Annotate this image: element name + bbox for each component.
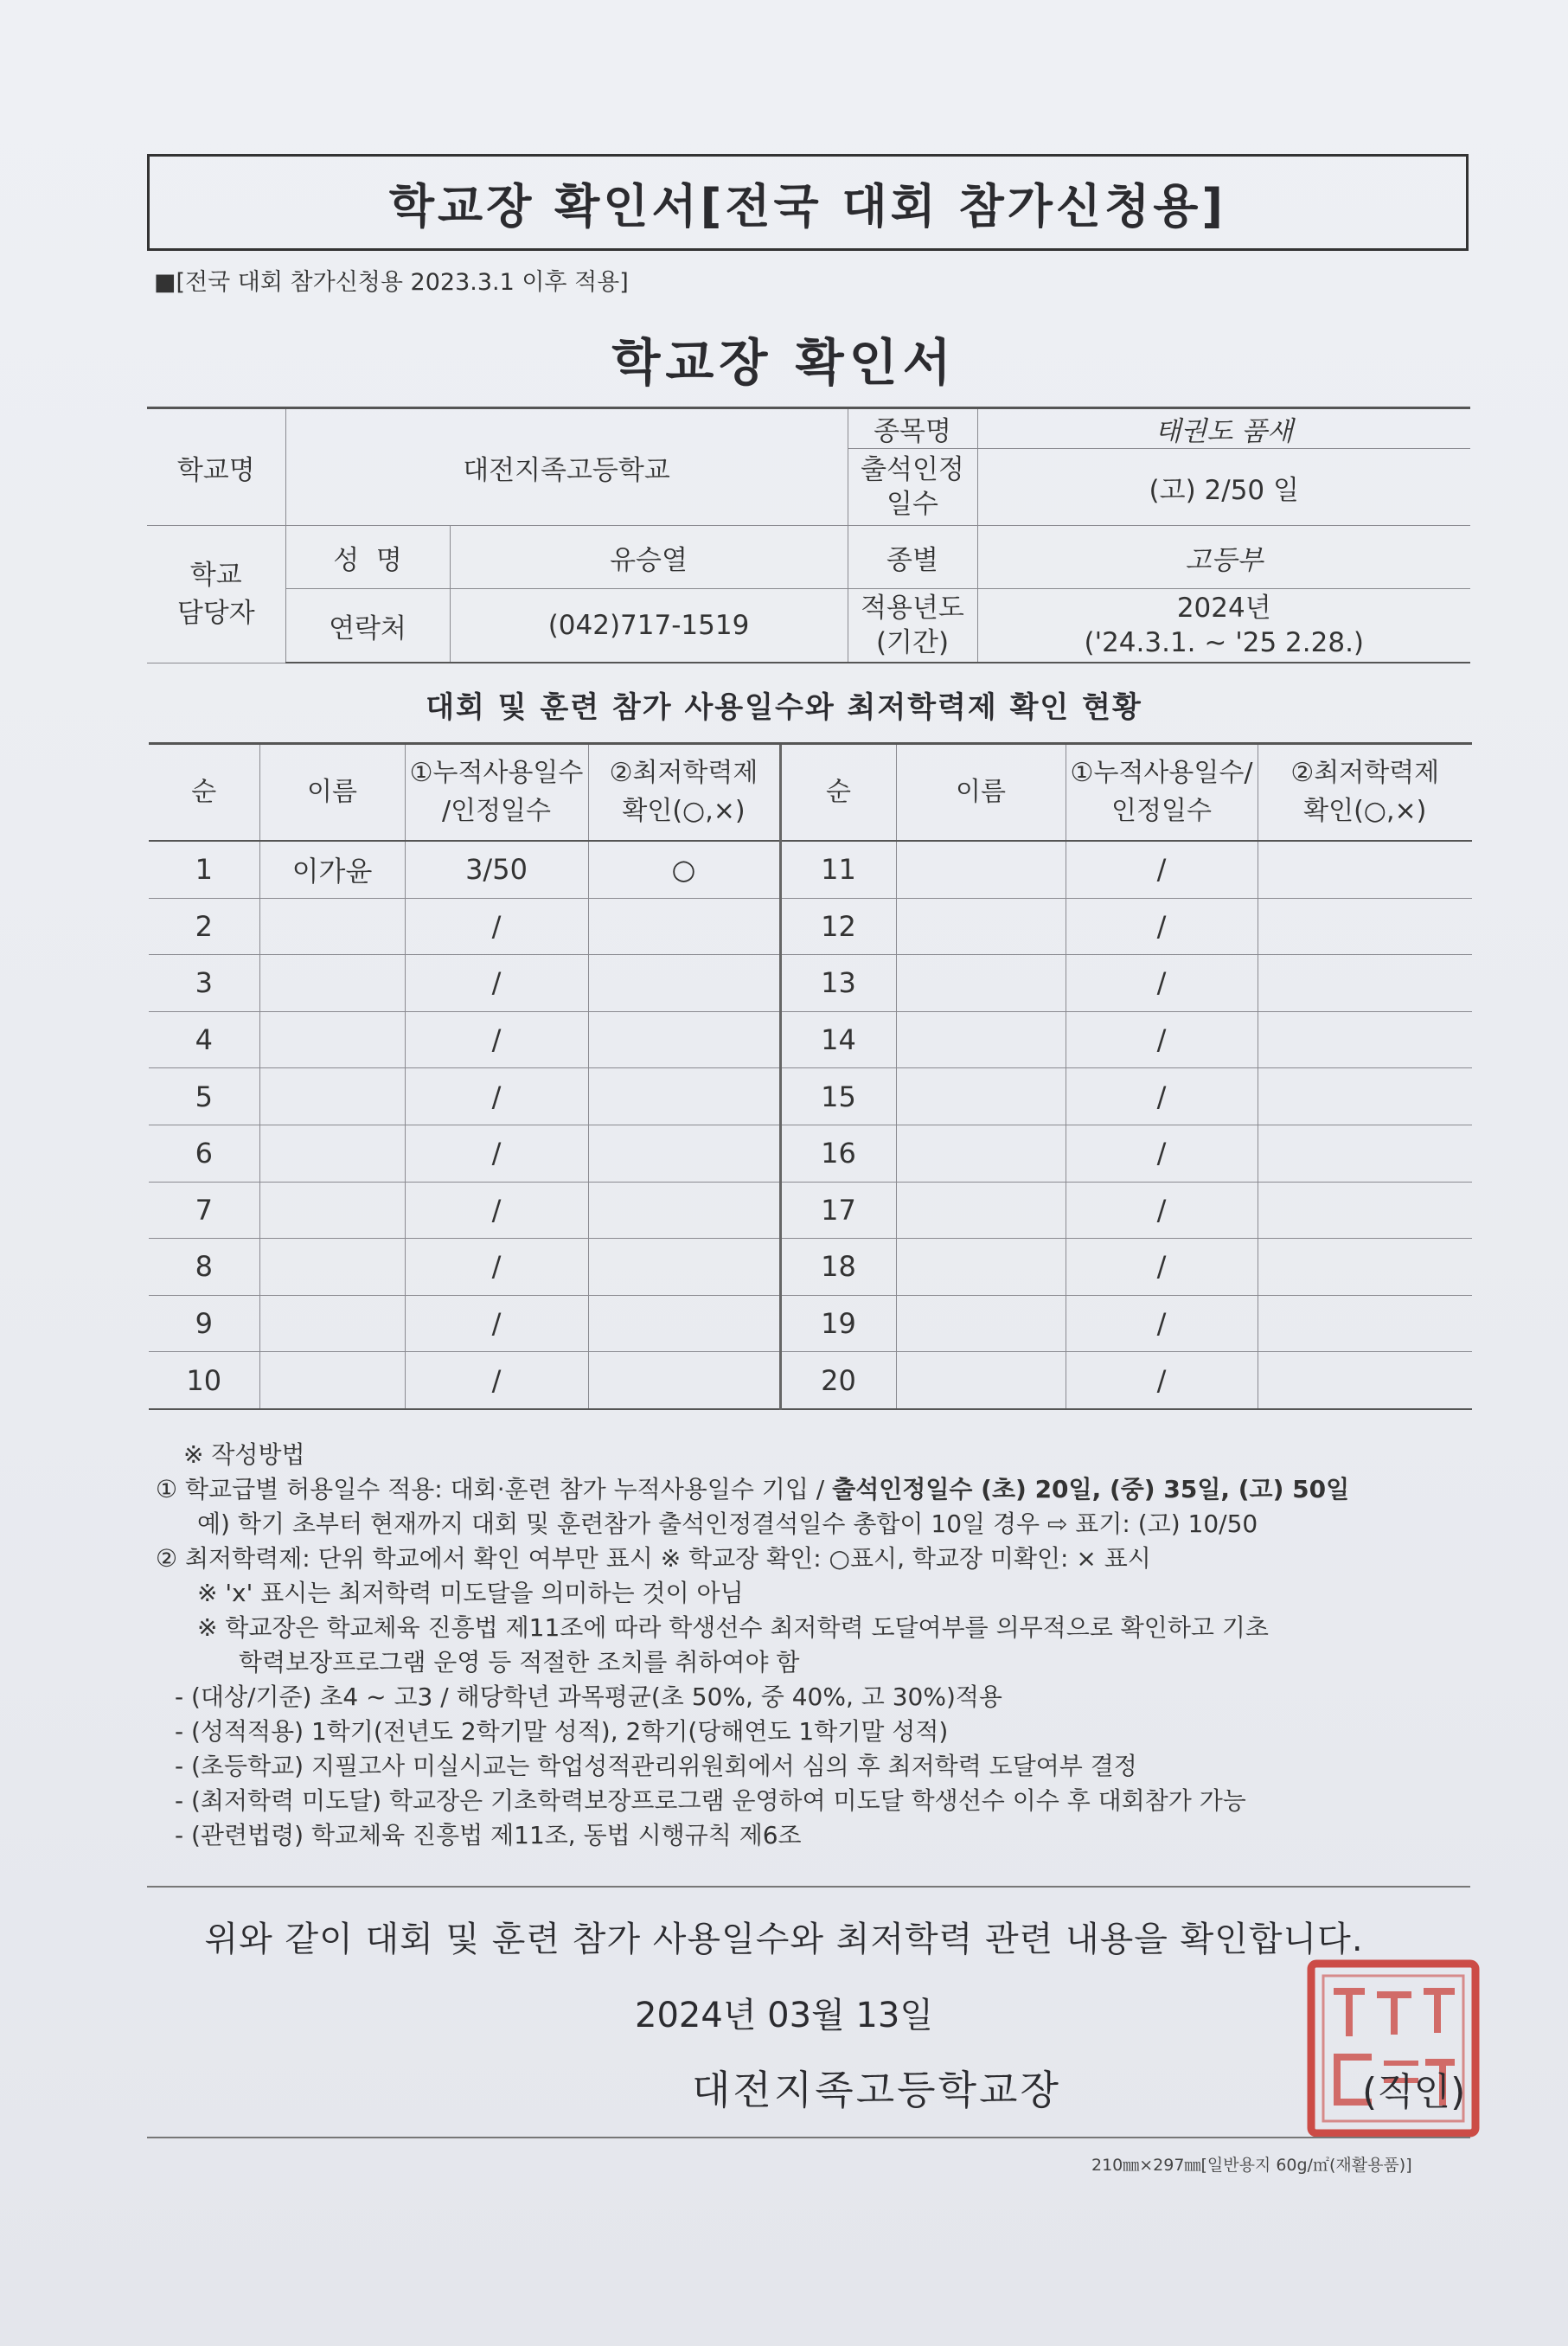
table-cell-l-ok — [588, 1182, 780, 1239]
table-row — [149, 1239, 1472, 1296]
table-cell-l-name — [259, 1239, 405, 1296]
table-cell-l-no: 7 — [149, 1182, 259, 1239]
confirmation-date: 2024년 03월 13일 — [635, 1996, 933, 2035]
table-cell-l-no: 9 — [149, 1295, 259, 1352]
instructions — [156, 1438, 1488, 1853]
table-cell-r-ok — [1258, 841, 1472, 898]
table-cell-r-days: / — [1066, 1011, 1258, 1068]
table-cell-r-ok — [1258, 898, 1472, 955]
table-cell-l-no: 10 — [149, 1352, 259, 1409]
year-label: 적용년도 (기간) — [848, 589, 977, 663]
table-row — [149, 1352, 1472, 1409]
main-title: 학교장 확인서 — [611, 333, 957, 392]
table-cell-r-no: 12 — [780, 898, 896, 955]
table-cell-r-ok — [1258, 1125, 1472, 1182]
paper-spec-footer: 210㎜×297㎜[일반용지 60g/㎡(재활용품)] — [1091, 2156, 1412, 2175]
table-cell-l-ok — [588, 1295, 780, 1352]
table-cell-r-ok — [1258, 1239, 1472, 1296]
section-title: 대회 및 훈련 참가 사용일수와 최저학력제 확인 현황 — [426, 690, 1142, 725]
name-value: 유승열 — [450, 526, 848, 589]
table-cell-r-days: / — [1066, 1182, 1258, 1239]
table-cell-r-ok — [1258, 1182, 1472, 1239]
table-cell-r-name — [896, 1068, 1066, 1125]
table-cell-l-no: 3 — [149, 955, 259, 1012]
header-academic: ②최저학력제 확인(○,×) — [588, 744, 780, 842]
table-cell-r-days: / — [1066, 1068, 1258, 1125]
table-cell-l-name — [259, 1182, 405, 1239]
table-cell-r-ok — [1258, 1295, 1472, 1352]
info-table — [147, 407, 1470, 663]
principal-signature: 대전지족고등학교장 — [692, 2067, 1061, 2113]
table-cell-r-name — [896, 1011, 1066, 1068]
detail-3: - (초등학교) 지필고사 미실시교는 학업성적관리위원회에서 심의 후 최저학력 도달여부 결정 — [175, 1752, 1137, 1780]
attendance-label: 출석인정 일수 — [848, 449, 977, 526]
table-cell-r-days: / — [1066, 955, 1258, 1012]
table-cell-r-no: 14 — [780, 1011, 896, 1068]
table-cell-r-days: / — [1066, 1295, 1258, 1352]
table-cell-l-days: / — [405, 1068, 588, 1125]
seal-label: (직인) — [1362, 2070, 1466, 2114]
table-cell-r-name — [896, 1352, 1066, 1409]
attendance-value: (고) 2/50 일 — [977, 449, 1470, 526]
table-cell-l-name — [259, 955, 405, 1012]
table-cell-l-days: / — [405, 1011, 588, 1068]
table-row — [149, 955, 1472, 1012]
table-cell-r-name — [896, 955, 1066, 1012]
table-cell-l-ok — [588, 898, 780, 955]
list-header-row — [149, 744, 1472, 842]
table-cell-l-name — [259, 1352, 405, 1409]
table-cell-l-ok — [588, 955, 780, 1012]
note-3: ※ 'x' 표시는 최저학력 미도달을 의미하는 것이 아님 — [197, 1579, 744, 1607]
table-cell-r-days: / — [1066, 1352, 1258, 1409]
table-row — [149, 1068, 1472, 1125]
table-cell-r-no: 16 — [780, 1125, 896, 1182]
table-cell-r-ok — [1258, 1011, 1472, 1068]
contact-label: 연락처 — [285, 589, 450, 663]
table-cell-r-no: 13 — [780, 955, 896, 1012]
table-cell-l-ok — [588, 1068, 780, 1125]
table-cell-r-name — [896, 898, 1066, 955]
header-no: 순 — [149, 744, 259, 842]
table-cell-l-name — [259, 898, 405, 955]
school-label: 학교명 — [147, 408, 285, 526]
table-cell-r-days: / — [1066, 1125, 1258, 1182]
contact-value: (042)717-1519 — [450, 589, 848, 663]
table-cell-r-no: 18 — [780, 1239, 896, 1296]
table-cell-r-no: 19 — [780, 1295, 896, 1352]
note-1: ① 학교급별 허용일수 적용: 대회·훈련 참가 누적사용일수 기입 / 출석인정일수 (초) 20일, (중) 35일, (고) 50일 — [156, 1475, 1350, 1503]
table-cell-l-name — [259, 1011, 405, 1068]
table-cell-r-days: / — [1066, 1239, 1258, 1296]
table-cell-r-name — [896, 841, 1066, 898]
table-cell-l-days: / — [405, 1352, 588, 1409]
table-cell-r-name — [896, 1182, 1066, 1239]
table-cell-r-days: / — [1066, 898, 1258, 955]
table-cell-r-no: 17 — [780, 1182, 896, 1239]
table-row — [149, 841, 1472, 898]
instructions-heading: ※ 작성방법 — [183, 1440, 305, 1469]
division-value: 고등부 — [977, 526, 1470, 589]
table-cell-l-ok: ○ — [588, 841, 780, 898]
table-cell-l-no: 6 — [149, 1125, 259, 1182]
table-row — [149, 1295, 1472, 1352]
table-cell-l-name: 이가윤 — [259, 841, 405, 898]
table-cell-l-no: 5 — [149, 1068, 259, 1125]
table-row — [149, 1182, 1472, 1239]
event-value: 태권도 품새 — [977, 408, 1470, 449]
detail-4: - (최저학력 미도달) 학교장은 기초학력보장프로그램 운영하여 미도달 학생선수 이수 후 대회참가 가능 — [175, 1786, 1246, 1815]
table-cell-l-name — [259, 1125, 405, 1182]
table-cell-r-no: 20 — [780, 1352, 896, 1409]
table-cell-l-days: / — [405, 898, 588, 955]
table-cell-l-ok — [588, 1352, 780, 1409]
table-cell-l-no: 2 — [149, 898, 259, 955]
applicability-note: ■[전국 대회 참가신청용 2023.3.1 이후 적용] — [154, 269, 629, 296]
table-cell-r-ok — [1258, 1068, 1472, 1125]
note-4: ※ 학교장은 학교체육 진흥법 제11조에 따라 학생선수 최저학력 도달여부를 의무적으로 확인하고 기초 — [197, 1613, 1269, 1642]
detail-5: - (관련법령) 학교체육 진흥법 제11조, 동법 시행규칙 제6조 — [175, 1821, 802, 1849]
table-cell-l-no: 1 — [149, 841, 259, 898]
table-cell-l-ok — [588, 1239, 780, 1296]
header-no-right: 순 — [780, 744, 896, 842]
school-value: 대전지족고등학교 — [285, 408, 848, 526]
division-label: 종별 — [848, 526, 977, 589]
table-cell-r-no: 15 — [780, 1068, 896, 1125]
divider-top — [147, 1886, 1470, 1888]
header-days-right: ①누적사용일수/ 인정일수 — [1066, 744, 1258, 842]
table-cell-l-days: / — [405, 955, 588, 1012]
table-cell-l-days: / — [405, 1182, 588, 1239]
note-4-cont: 학력보장프로그램 운영 등 적절한 조치를 취하여야 함 — [239, 1648, 800, 1676]
note-2: ② 최저학력제: 단위 학교에서 확인 여부만 표시 ※ 학교장 확인: ○표시, 학교장 미확인: × 표시 — [156, 1544, 1151, 1573]
table-cell-l-days: / — [405, 1125, 588, 1182]
confirmation-statement: 위와 같이 대회 및 훈련 참가 사용일수와 최저학력 관련 내용을 확인합니다. — [204, 1920, 1364, 1959]
table-cell-r-name — [896, 1239, 1066, 1296]
table-cell-l-days: / — [405, 1295, 588, 1352]
table-cell-l-ok — [588, 1125, 780, 1182]
divider-bottom — [147, 2137, 1470, 2138]
table-cell-r-name — [896, 1295, 1066, 1352]
table-cell-r-ok — [1258, 955, 1472, 1012]
document-box-title: 학교장 확인서[전국 대회 참가신청용] — [147, 154, 1469, 251]
manager-label: 학교 담당자 — [147, 526, 285, 663]
table-cell-l-days: / — [405, 1239, 588, 1296]
table-row — [149, 1011, 1472, 1068]
table-cell-r-days: / — [1066, 841, 1258, 898]
table-cell-r-ok — [1258, 1352, 1472, 1409]
detail-1: - (대상/기준) 초4 ~ 고3 / 해당학년 과목평균(초 50%, 중 40%, 고 30%)적용 — [175, 1683, 1002, 1711]
header-academic-right: ②최저학력제 확인(○,×) — [1258, 744, 1472, 842]
table-row — [149, 898, 1472, 955]
note-1-example: 예) 학기 초부터 현재까지 대회 및 훈련참가 출석인정결석일수 총합이 10일 경우 ⇨ 표기: (고) 10/50 — [197, 1510, 1258, 1538]
year-value: 2024년 ('24.3.1. ~ '25 2.28.) — [977, 589, 1470, 663]
table-row — [149, 1125, 1472, 1182]
header-days: ①누적사용일수 /인정일수 — [405, 744, 588, 842]
table-cell-r-no: 11 — [780, 841, 896, 898]
table-cell-l-days: 3/50 — [405, 841, 588, 898]
table-cell-l-name — [259, 1068, 405, 1125]
table-cell-r-name — [896, 1125, 1066, 1182]
event-label: 종목명 — [848, 408, 977, 449]
detail-2: - (성적적용) 1학기(전년도 2학기말 성적), 2학기(당해연도 1학기말 성적) — [175, 1717, 949, 1746]
table-cell-l-ok — [588, 1011, 780, 1068]
table-cell-l-no: 8 — [149, 1239, 259, 1296]
table-cell-l-no: 4 — [149, 1011, 259, 1068]
header-name: 이름 — [259, 744, 405, 842]
table-cell-l-name — [259, 1295, 405, 1352]
name-label: 성 명 — [285, 526, 450, 589]
athlete-list-table — [149, 742, 1472, 1410]
header-name-right: 이름 — [896, 744, 1066, 842]
